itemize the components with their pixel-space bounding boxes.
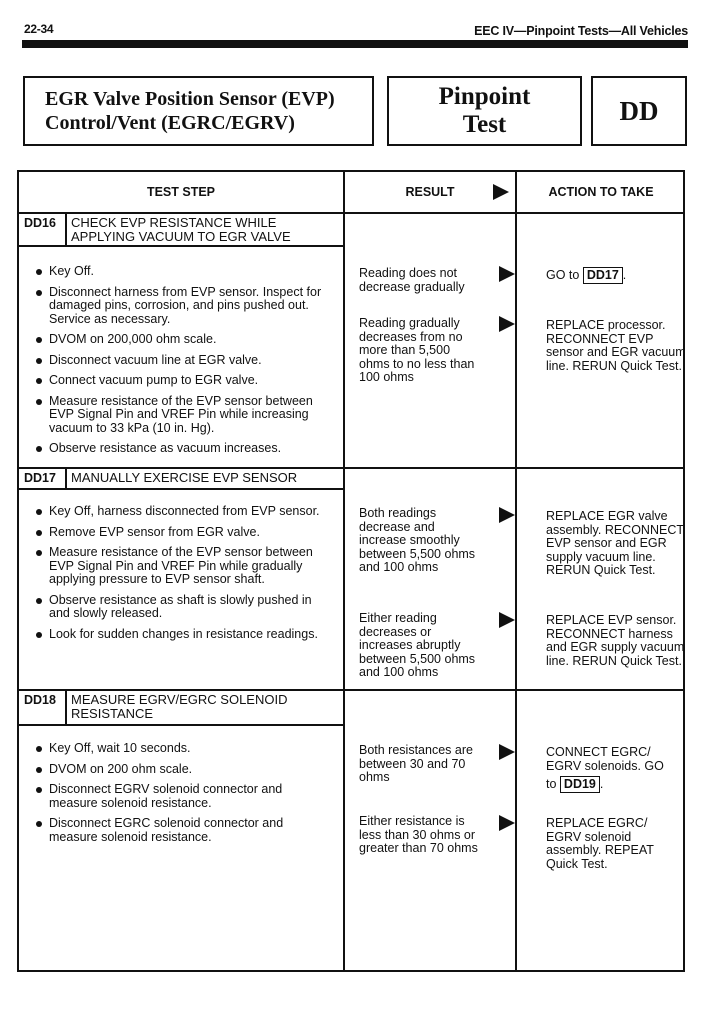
instruction-item: Key Off, wait 10 seconds. [33, 742, 333, 756]
action-text: REPLACE EVP sensor. RECONNECT harness and EGR supply vacuum line. RERUN Quick Test. [546, 613, 685, 668]
step-title: CHECK EVP RESISTANCE WHILE APPLYING VACUUM TO EGR VALVE [71, 215, 291, 244]
page-number: 22-34 [24, 22, 54, 36]
instruction-item: Connect vacuum pump to EGR valve. [33, 374, 333, 388]
instruction-item: Look for sudden changes in resistance readings. [33, 628, 333, 642]
instruction-item: Measure resistance of the EVP sensor between EVP Signal Pin and VREF Pin while gradually applying pressure to EVP sensor shaft. [33, 546, 333, 587]
running-head: EEC IV—Pinpoint Tests—All Vehicles [474, 24, 688, 38]
instruction-item: Key Off, harness disconnected from EVP sensor. [33, 505, 333, 519]
step-instructions [33, 505, 333, 648]
pinpoint-label-line1: Pinpoint [438, 83, 531, 110]
step-id-divider [65, 213, 67, 245]
result-text: Either reading decreases or increases abruptly between 5,500 ohms and 100 ohms [359, 611, 476, 679]
action-suffix: . [599, 777, 604, 791]
result-text: Both resistances are between 30 and 70 ohms [359, 743, 473, 784]
step-id: DD16 [24, 216, 56, 230]
test-title-box [23, 76, 374, 146]
instruction-item: Disconnect vacuum line at EGR valve. [33, 354, 333, 368]
step-reference-link[interactable]: DD17 [583, 267, 623, 284]
arrow-right-icon [499, 266, 515, 282]
action-text [546, 746, 666, 793]
action-text [546, 267, 686, 284]
action-suffix: . [622, 268, 627, 282]
instruction-item: Disconnect EGRV solenoid connector and measure solenoid resistance. [33, 783, 333, 810]
instruction-item: DVOM on 200 ohm scale. [33, 763, 333, 777]
test-title-line2: Control/Vent (EGRC/EGRV) [45, 112, 295, 134]
step-id: DD17 [24, 471, 56, 485]
pinpoint-label-line2: Test [462, 111, 507, 138]
step-instructions [33, 265, 333, 463]
step-title: MANUALLY EXERCISE EVP SENSOR [71, 470, 298, 485]
step-id: DD18 [24, 693, 56, 707]
column-header-test-step: TEST STEP [146, 185, 216, 199]
step-title: MEASURE EGRV/EGRC SOLENOID RESISTANCE [71, 692, 288, 721]
step-title-divider [19, 724, 343, 726]
instruction-item: Remove EVP sensor from EGR valve. [33, 526, 333, 540]
step-id-divider [65, 468, 67, 488]
instruction-item: DVOM on 200,000 ohm scale. [33, 333, 333, 347]
instruction-item: Measure resistance of the EVP sensor between EVP Signal Pin and VREF Pin while increasing vacuum to 33 kPa (10 in. Hg). [33, 395, 333, 436]
instruction-item: Observe resistance as shaft is slowly pushed in and slowly released. [33, 594, 333, 621]
column-divider [343, 172, 345, 970]
result-text: Both readings decrease and increase smoothly between 5,500 ohms and 100 ohms [359, 506, 476, 574]
action-text: REPLACE EGRC/ EGRV solenoid assembly. REPEAT Quick Test. [546, 816, 654, 871]
column-divider [515, 172, 517, 970]
arrow-right-icon [499, 507, 515, 523]
arrow-right-icon [499, 815, 515, 831]
result-text: Reading gradually decreases from no more than 5,500 ohms to no less than 100 ohms [359, 316, 475, 384]
result-text: Either resistance is less than 30 ohms or greater than 70 ohms [359, 814, 478, 855]
test-title-line1: EGR Valve Position Sensor (EVP) [45, 88, 335, 110]
step-instructions [33, 742, 333, 851]
instruction-item: Disconnect EGRC solenoid connector and measure solenoid resistance. [33, 817, 333, 844]
action-prefix: CONNECT EGRC/ EGRV solenoids. GO to [546, 745, 664, 791]
action-text: REPLACE processor. RECONNECT EVP sensor and EGR vacuum line. RERUN Quick Test. [546, 318, 686, 373]
instruction-item: Key Off. [33, 265, 333, 279]
step-reference-link[interactable]: DD19 [560, 776, 600, 793]
result-text: Reading does not decrease gradually [359, 266, 465, 294]
instruction-item: Disconnect harness from EVP sensor. Inspect for damaged pins, corrosion, and pins pushed out. Service as necessary. [33, 286, 333, 327]
step-title-divider [19, 488, 343, 490]
pinpoint-test-table [17, 170, 685, 972]
step-id-divider [65, 690, 67, 724]
test-code-box [591, 76, 687, 146]
arrow-right-icon [499, 612, 515, 628]
column-header-action: ACTION TO TAKE [548, 185, 654, 199]
pinpoint-test-box [387, 76, 582, 146]
instruction-item: Observe resistance as vacuum increases. [33, 442, 333, 456]
action-prefix: GO to [546, 268, 580, 282]
header-rule [22, 40, 688, 48]
arrow-right-icon [499, 316, 515, 332]
arrow-right-icon [493, 184, 509, 200]
action-text: REPLACE EGR valve assembly. RECONNECT EVP sensor and EGR supply vacuum line. RERUN Quick Test. [546, 509, 684, 577]
test-code: DD [619, 95, 659, 126]
step-title-divider [19, 245, 343, 247]
column-header-result: RESULT [405, 185, 455, 199]
arrow-right-icon [499, 744, 515, 760]
